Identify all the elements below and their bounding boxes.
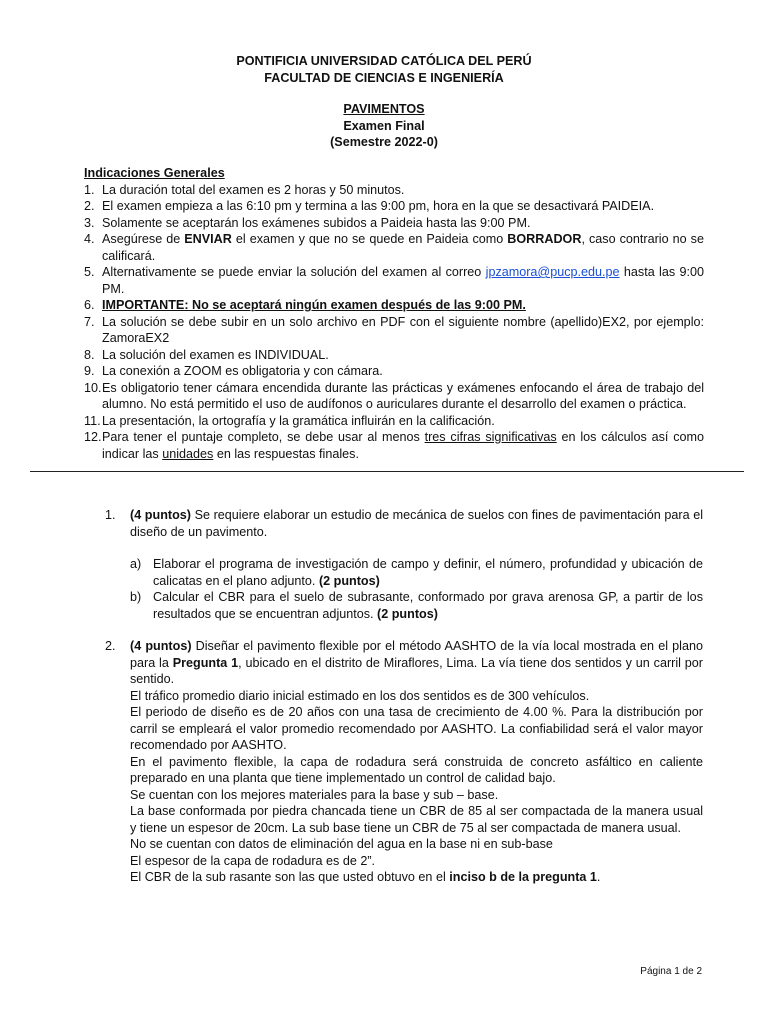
subquestion-a: a) Elaborar el programa de investigación de campo y definir, el número, profundidad y ubicación de calicatas en el plano adjunto. (2 puntos) [130,557,703,588]
semester: (Semestre 2022-0) [330,135,438,149]
page-number: Página 1 de 2 [640,966,702,977]
course-block [0,101,768,151]
question-number: 1. [105,508,116,522]
list-item: 4. Asegúrese de ENVIAR el examen y que no se quede en Paideia como BORRADOR, caso contrario no se calificará. [84,232,704,263]
list-item: 12. Para tener el puntaje completo, se debe usar al menos tres cifras significativas en los cálculos así como indicar las unidades en las respuestas finales. [84,430,704,461]
list-item: 10. Es obligatorio tener cámara encendida durante las prácticas y exámenes enfocando el área de trabajo del alumno. No está permitido el uso de audífonos o auriculares durante el desarrollo del examen o práctica. [84,380,704,411]
question-points: (4 puntos) [130,508,191,522]
paragraph: No se cuentan con datos de eliminación del agua en la base ni en sub-base [130,837,553,851]
paragraph: El tráfico promedio diario inicial estimado en los dos sentidos es de 300 vehículos. [130,688,590,703]
exam-type: Examen Final [343,118,425,133]
list-item: 1. La duración total del examen es 2 horas y 50 minutos. [84,182,405,197]
indications-title: Indicaciones Generales [84,166,225,180]
indications-list [84,182,704,463]
email-link[interactable]: jpzamora@pucp.edu.pe [485,265,620,279]
list-item: 2. El examen empieza a las 6:10 pm y termina a las 9:00 pm, hora en la que se desactivará PAIDEIA. [84,199,655,213]
paragraph: La base conformada por piedra chancada tiene un CBR de 85 al ser compactada de la manera usual y tiene un espesor de 20cm. La sub base tiene un CBR de 75 al ser compactada de manera usual. [130,804,703,835]
question-points: (4 puntos) [130,639,192,653]
university-name: PONTIFICIA UNIVERSIDAD CATÓLICA DEL PERÚ [236,54,532,68]
exam-header [0,53,768,86]
list-item: 11. La presentación, la ortografía y la gramática influirán en la calificación. [84,413,495,428]
question-1 [105,507,703,622]
course-name: PAVIMENTOS [343,102,425,116]
section-divider [30,471,744,472]
list-item: 7. La solución se debe subir en un solo archivo en PDF con el siguiente nombre (apellido)EX2, por ejemplo: ZamoraEX2 [84,314,704,345]
list-item-important: 6. IMPORTANTE: No se aceptará ningún examen después de las 9:00 PM. [84,298,526,312]
paragraph: El espesor de la capa de rodadura es de 2”. [130,853,376,868]
general-indications [84,165,704,462]
list-item: 9. La conexión a ZOOM es obligatoria y con cámara. [84,364,383,378]
list-item: 3. Solamente se aceptarán los exámenes subidos a Paideia hasta las 9:00 PM. [84,215,531,230]
question-text: Se requiere elaborar un estudio de mecánica de suelos con fines de pavimentación para el diseño de un pavimento. [130,508,703,539]
paragraph: Se cuentan con los mejores materiales para la base y sub – base. [130,787,499,802]
list-item: 5. Alternativamente se puede enviar la solución del examen al correo jpzamora@pucp.edu.pe hasta las 9:00 PM. [84,265,704,296]
subquestion-b: b) Calcular el CBR para el suelo de subrasante, conformado por grava arenosa GP, a partir de los resultados que se encuentran adjuntos. (2 puntos) [130,590,703,621]
paragraph: En el pavimento flexible, la capa de rodadura será construida de concreto asfáltico en caliente preparado en una planta que tiene implementado un control de calidad bajo. [130,754,703,785]
faculty-name: FACULTAD DE CIENCIAS E INGENIERÍA [264,70,504,85]
list-item: 8. La solución del examen es INDIVIDUAL. [84,347,329,362]
paragraph: El periodo de diseño es de 20 años con una tasa de crecimiento de 4.00 %. Para la distribución por carril se empleará el valor promedio recomendado por AASHTO. La confiabilidad será el valor mayor recomendado por AASHTO. [130,705,703,752]
question-number: 2. [105,639,116,653]
question-2: 2. (4 puntos) Diseñar el pavimento flexible por el método AASHTO de la vía local mostrada en el plano para la Pregunta 1, ubicado en el distrito de Miraflores, Lima. La vía tiene dos sentidos y un carril por sentido. El tráfico promedio diario inicial estimado en los dos sentidos es de 300 vehículos. El periodo de diseño es de 20 años con una tasa de crecimiento de 4.00 %. Para la distribución por carril se empleará el valor promedio recomendado por AASHTO. La confiabilidad será el valor mayor recomendado por AASHTO. En el pavimento flexible, la capa de rodadura será construida de concreto asfáltico en caliente preparado en una planta que tiene implementado un control de calidad bajo. Se cuentan con los mejores materiales para la base y sub – base. La base conformada por piedra chancada tiene un CBR de 85 al ser compactada de la manera usual y tiene un espesor de 20cm. La sub base tiene un CBR de 75 al ser compactada de manera usual. No se cuentan con datos de eliminación del agua en la base ni en sub-base El espesor de la capa de rodadura es de 2”. El CBR de la sub rasante son las que usted obtuvo en el inciso b de la pregunta 1. [105,639,703,884]
paragraph: El CBR de la sub rasante son las que usted obtuvo en el inciso b de la pregunta 1. [130,870,601,884]
